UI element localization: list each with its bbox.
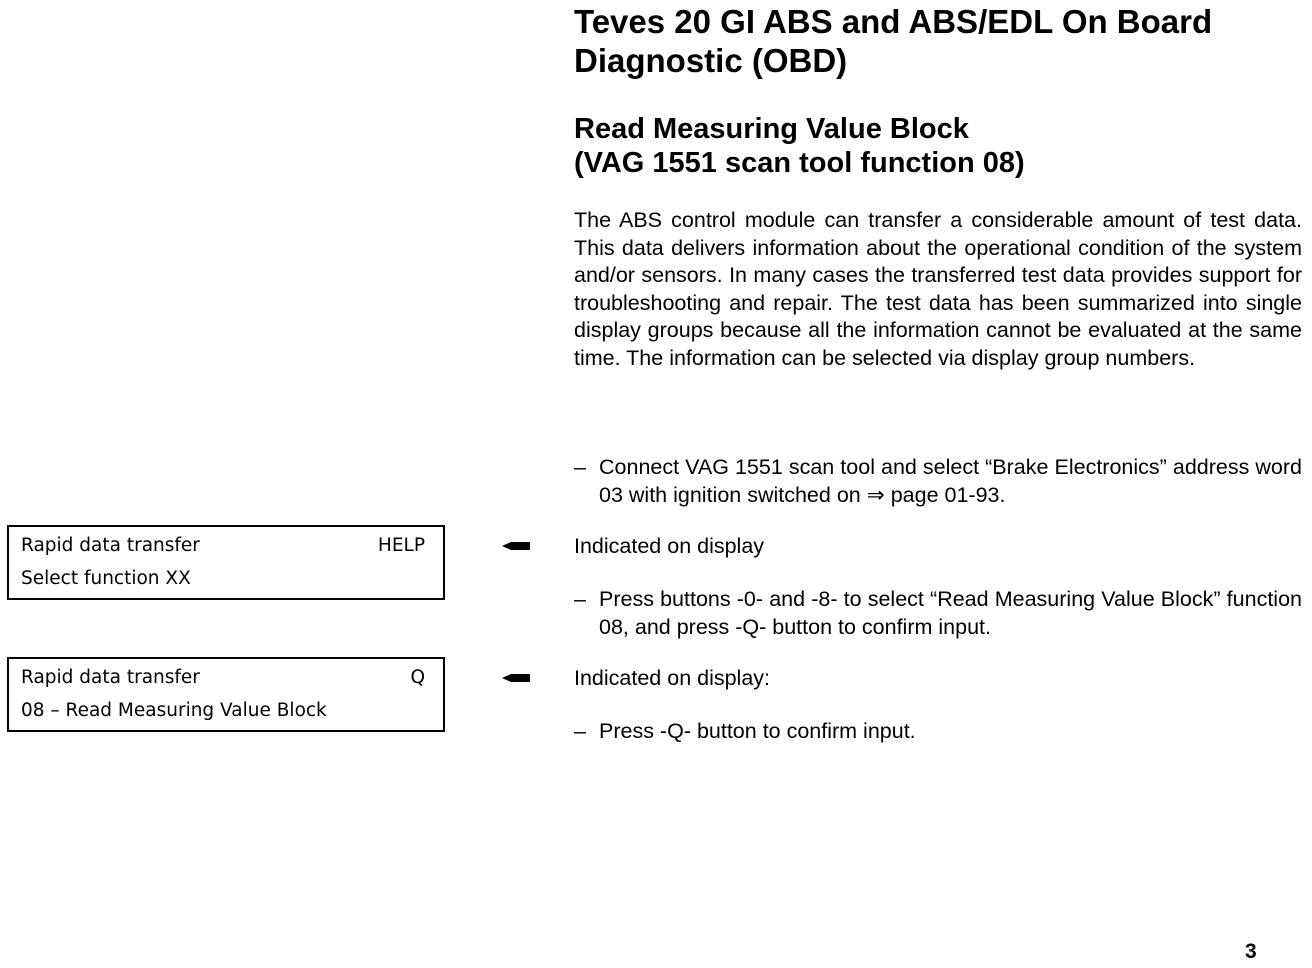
step-dash: – <box>574 455 586 479</box>
scan-tool-display-function-08 <box>7 657 445 732</box>
display-line-1: Rapid data transfer <box>21 535 200 556</box>
step-connect-scan-tool <box>574 454 1302 509</box>
display-line-2: 08 – Read Measuring Value Block <box>21 700 327 721</box>
display-line-2: Select function XX <box>21 568 191 589</box>
display-right-label: HELP <box>377 535 425 556</box>
intro-paragraph: The ABS control module can transfer a considerable amount of test data. This data delivers information about the operational condition of the system and/or sensors. In many cases the transferred test data provides support for troubleshooting and repair. The test data has been summarized into single display groups because all the information cannot be evaluated at the same time. The information can be selected via display group numbers. <box>574 208 1302 370</box>
step-text: Connect VAG 1551 scan tool and select “Brake Electronics” address word 03 with ignition switched on ⇒ page 01-93. <box>599 455 1302 507</box>
step-dash: – <box>574 587 586 611</box>
indicated-on-display: Indicated on display <box>574 534 765 558</box>
scan-tool-display-help <box>7 525 445 600</box>
pointer-arrow-icon <box>502 671 530 685</box>
section-title-line1: Read Measuring Value Block <box>574 113 969 145</box>
pointer-arrow-icon <box>502 539 530 553</box>
section-title <box>574 112 1304 180</box>
step-text: Press buttons -0- and -8- to select “Read Measuring Value Block” function 08, and press -Q- button to confirm input. <box>599 587 1302 639</box>
section-title-line2: (VAG 1551 scan tool function 08) <box>574 147 1025 179</box>
display-right-label: Q <box>410 667 425 688</box>
page-number: 3 <box>1245 940 1257 963</box>
step-text: Press -Q- button to confirm input. <box>599 719 916 743</box>
step-select-function-08 <box>574 586 1302 641</box>
page-title: Teves 20 GI ABS and ABS/EDL On Board Diagnostic (OBD) <box>574 3 1213 79</box>
step-confirm-input <box>574 718 1302 746</box>
step-dash: – <box>574 719 586 743</box>
display-line-1: Rapid data transfer <box>21 667 200 688</box>
indicated-on-display: Indicated on display: <box>574 666 771 690</box>
